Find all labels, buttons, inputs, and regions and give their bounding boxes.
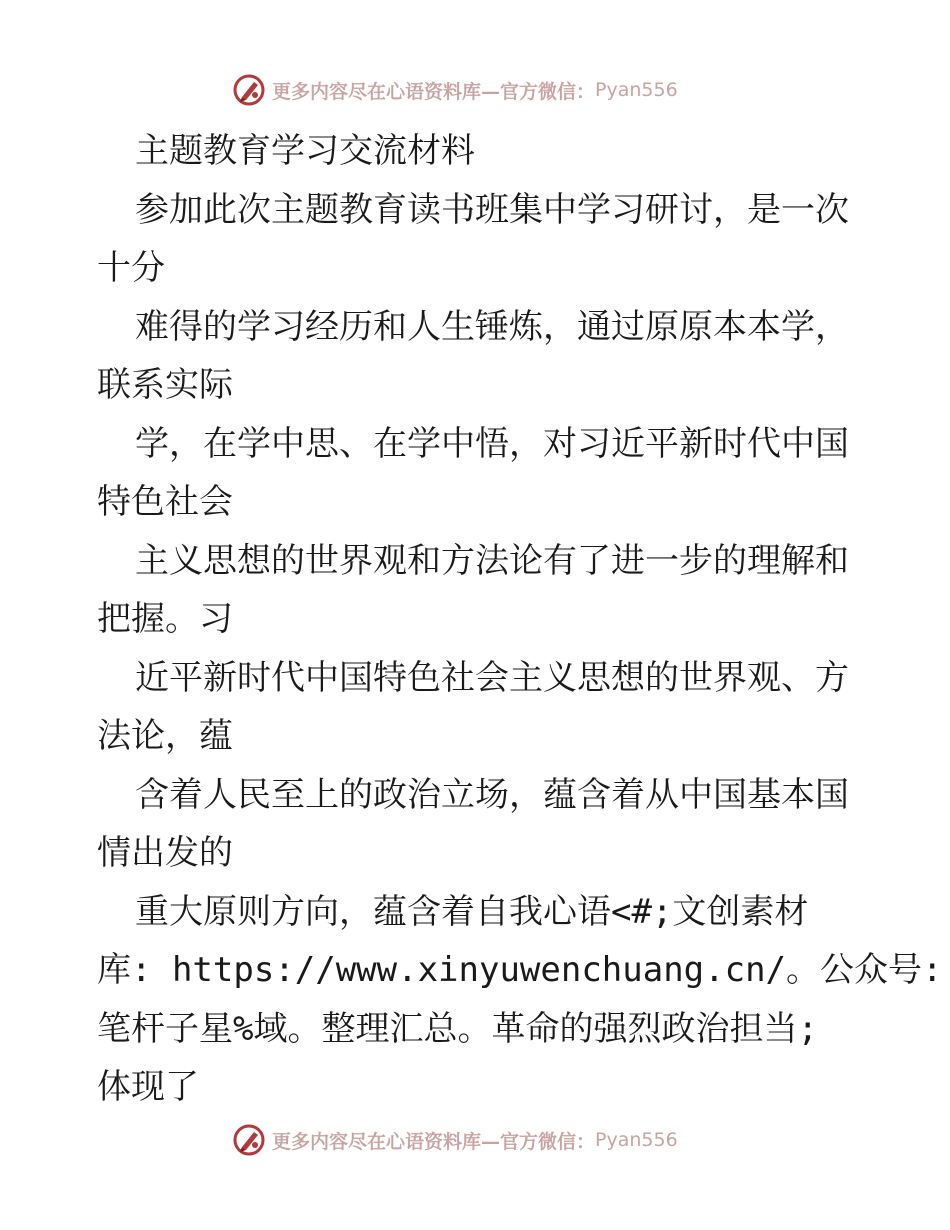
doc-line: 把握。习 [97, 599, 233, 639]
pen-logo-icon [232, 1123, 266, 1157]
doc-line: 情出发的 [97, 833, 233, 873]
doc-line: 笔杆子星%域。整理汇总。革命的强烈政治担当; [97, 1008, 818, 1049]
pen-logo-icon [232, 73, 266, 107]
doc-line: 主义思想的世界观和方法论有了进一步的理解和 [135, 540, 849, 581]
doc-line: 难得的学习经历和人生锤炼，通过原原本本学， [135, 306, 849, 347]
doc-line: 法论，蕴 [97, 716, 233, 756]
header-watermark-banner [232, 72, 712, 108]
footer-banner-text: 更多内容尽在心语资料库—官方微信： [272, 1130, 596, 1153]
footer-watermark-banner [232, 1122, 712, 1158]
doc-line: 联系实际 [97, 365, 233, 405]
doc-line: 参加此次主题教育读书班集中学习研讨，是一次 [135, 189, 849, 230]
doc-line: 近平新时代中国特色社会主义思想的世界观、方 [135, 657, 849, 698]
doc-line: 体现了 [97, 1067, 199, 1107]
doc-line: 库: https://www.xinyuwenchuang.cn/。公众号: [97, 950, 943, 990]
doc-line: 十分 [97, 248, 165, 288]
document-body [97, 122, 943, 1117]
header-banner-text: 更多内容尽在心语资料库—官方微信： [272, 80, 596, 103]
doc-title: 主题教育学习交流材料 [135, 131, 475, 171]
header-banner-wechat-id: Pyan556 [595, 79, 678, 101]
doc-line: 重大原则方向，蕴含着自我心语<#;文创素材 [135, 891, 809, 932]
footer-banner-wechat-id: Pyan556 [595, 1129, 678, 1151]
doc-line: 特色社会 [97, 482, 233, 522]
doc-line: 含着人民至上的政治立场，蕴含着从中国基本国 [135, 774, 849, 815]
doc-line: 学，在学中思、在学中悟，对习近平新时代中国 [135, 423, 849, 464]
